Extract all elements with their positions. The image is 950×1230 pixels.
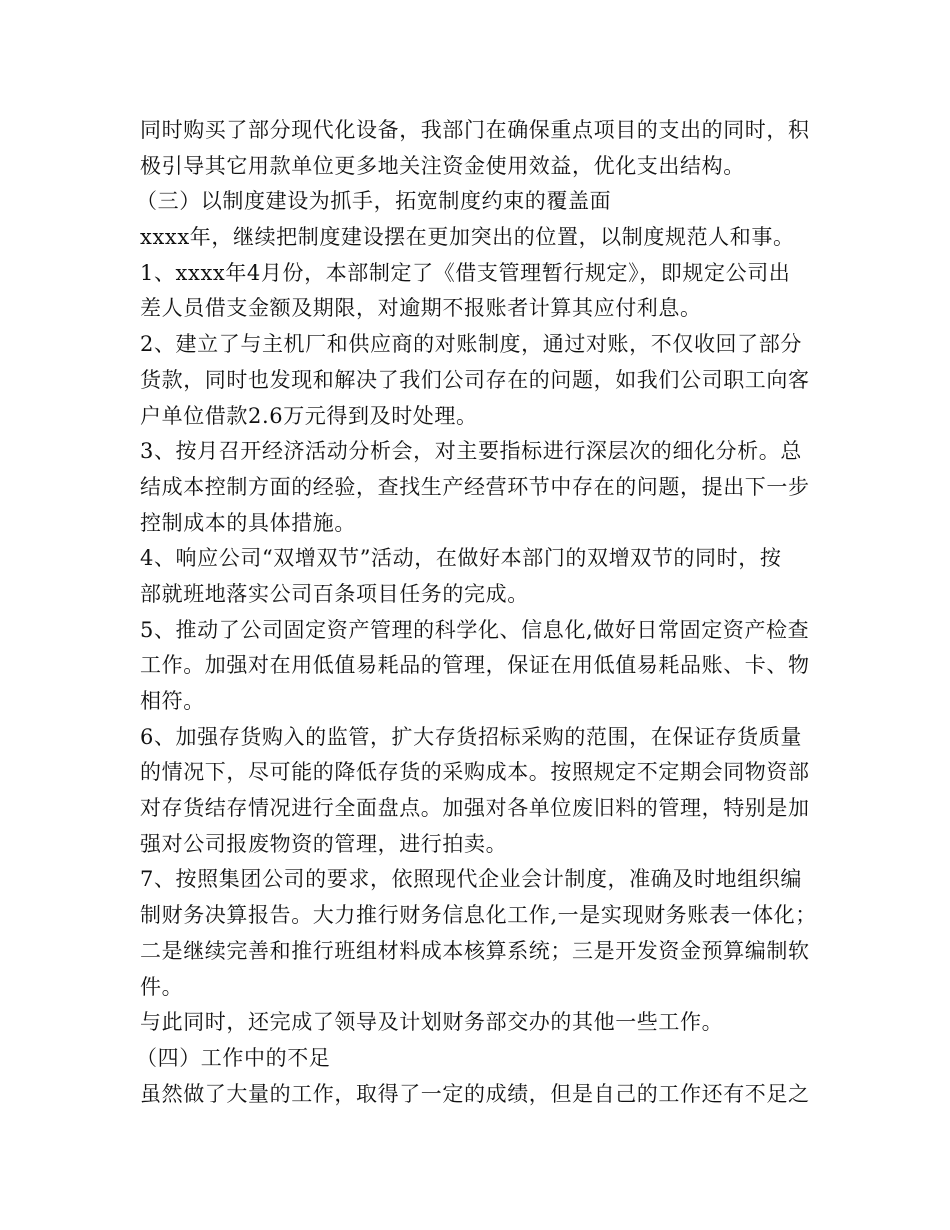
list-item-5-line: 工作。加强对在用低值易耗品的管理，保证在用低值易耗品账、卡、物 [140,653,810,678]
paragraph-line: 同时购买了部分现代化设备，我部门在确保重点项目的支出的同时，积 [140,118,810,142]
list-item-7-line: 7、按照集团公司的要求，依照现代企业会计制度，准确及时地组织编 [140,867,802,892]
list-item-6-line: 的情况下，尽可能的降低存货的采购成本。按照规定不定期会同物资部 [140,760,810,785]
list-item-3-line: 结成本控制方面的经验，查找生产经营环节中存在的问题，提出下一步 [140,474,810,499]
list-item-5-line: 5、推动了公司固定资产管理的科学化、信息化,做好日常固定资产检查 [140,617,810,642]
section-heading-3: （三）以制度建设为抓手，拓宽制度约束的覆盖面 [136,189,612,214]
section-heading-4: （四）工作中的不足 [136,1045,331,1070]
list-item-2-line: 货款，同时也发现和解决了我们公司存在的问题，如我们公司职工向客 [140,367,810,392]
list-item-3-line: 控制成本的具体措施。 [140,510,356,535]
list-item-7-line: 二是继续完善和推行班组材料成本核算系统；三是开发资金预算编制软 [140,938,810,963]
list-item-4-line: 4、响应公司“双增双节”活动，在做好本部门的双增双节的同时，按 [140,546,782,571]
paragraph-line: 虽然做了大量的工作，取得了一定的成绩，但是自己的工作还有不足之 [140,1081,810,1106]
list-item-2-line: 户单位借款2.6万元得到及时处理。 [140,403,478,428]
list-item-3-line: 3、按月召开经济活动分析会，对主要指标进行深层次的细化分析。总 [140,439,802,464]
list-item-1-line: 1、xxxx年4月份，本部制定了《借支管理暂行规定》，即规定公司出 [140,260,791,285]
list-item-7-line: 制财务决算报告。大力推行财务信息化工作,一是实现财务账表一体化； [140,903,817,928]
list-item-7-line: 件。 [140,974,184,999]
list-item-1-line: 差人员借支金额及期限，对逾期不报账者计算其应付利息。 [140,296,702,321]
list-item-4-line: 部就班地落实公司百条项目任务的完成。 [140,581,529,606]
list-item-6-line: 对存货结存情况进行全面盘点。加强对各单位废旧料的管理，特别是加 [140,796,810,821]
document-page [136,113,820,1112]
list-item-6-line: 强对公司报废物资的管理，进行拍卖。 [140,831,508,856]
paragraph-line: 极引导其它用款单位更多地关注资金使用效益，优化支出结构。 [140,153,745,178]
list-item-5-line: 相符。 [140,689,205,713]
list-item-2-line: 2、建立了与主机厂和供应商的对账制度，通过对账，不仅收回了部分 [140,332,802,357]
paragraph-line: 与此同时，还完成了领导及计划财务部交办的其他一些工作。 [140,1010,724,1035]
list-item-6-line: 6、加强存货购入的监管，扩大存货招标采购的范围，在保证存货质量 [140,724,802,749]
paragraph-line: xxxx年，继续把制度建设摆在更加突出的位置，以制度规范人和事。 [140,225,795,250]
